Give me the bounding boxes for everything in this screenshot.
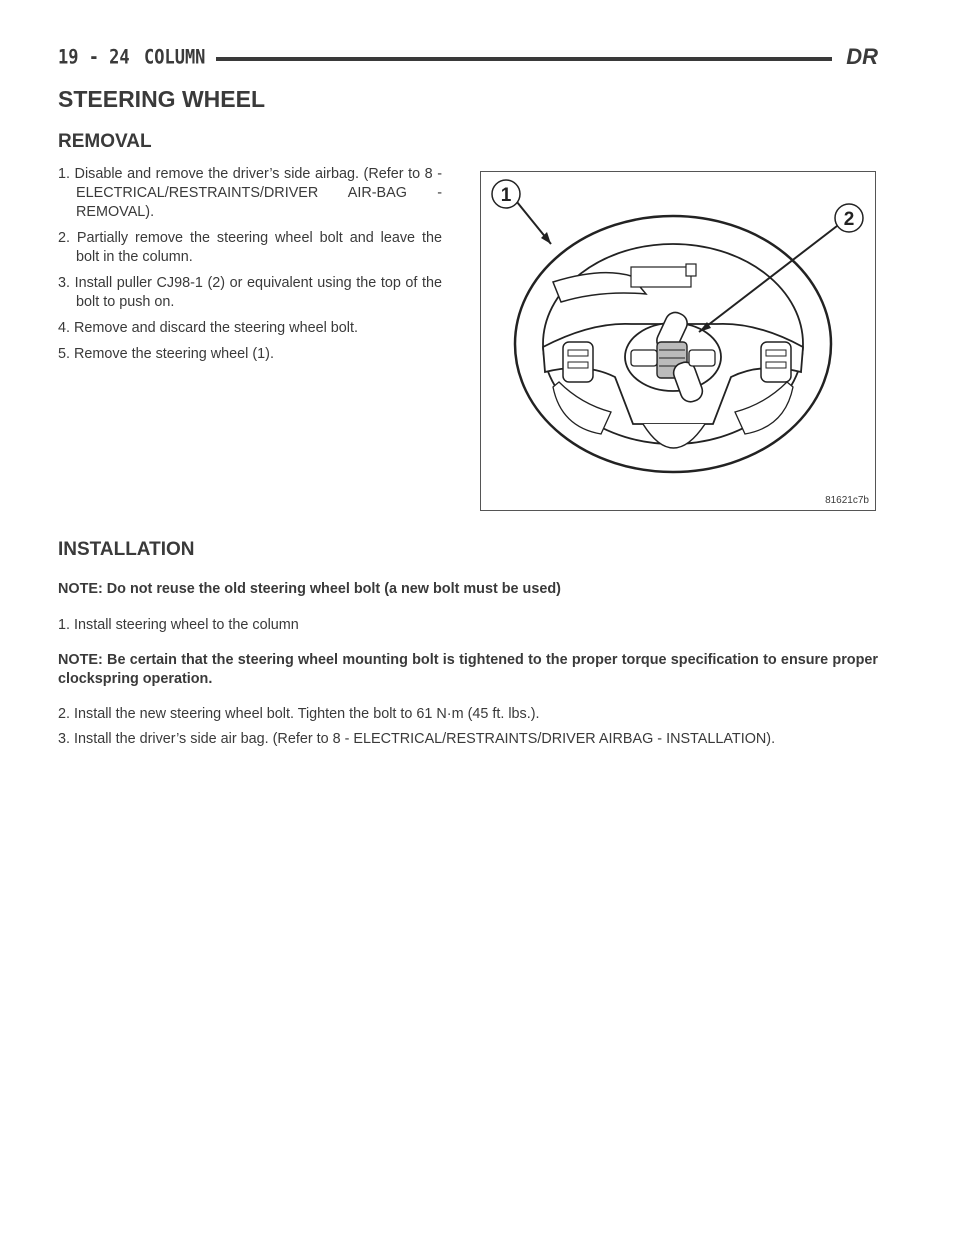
steering-wheel-illustration	[481, 172, 875, 510]
installation-note-torque: NOTE: Be certain that the steering wheel mounting bolt is tightened to the proper torque specification to ensure proper clockspring operation.	[58, 652, 878, 687]
model-code: DR	[846, 44, 878, 69]
removal-step: 3. Install puller CJ98-1 (2) or equivalent using the top of the bolt to push on.	[58, 275, 442, 310]
header-rule	[216, 57, 832, 61]
page-header	[58, 46, 878, 74]
page-number: 19 - 24	[58, 46, 130, 69]
removal-step: 4. Remove and discard the steering wheel bolt.	[58, 320, 358, 336]
removal-step: 5. Remove the steering wheel (1).	[58, 346, 274, 362]
installation-step-2: 2. Install the new steering wheel bolt. Tighten the bolt to 61 N·m (45 ft. lbs.).	[58, 706, 540, 722]
figure-code: 81621c7b	[825, 495, 869, 506]
section-name: COLUMN	[144, 46, 206, 69]
callout-1-label: 1	[500, 185, 512, 206]
removal-step: 1. Disable and remove the driver’s side airbag. (Refer to 8 - ELECTRICAL/RESTRAINTS/DRIVER AIR-BAG - REMOVAL).	[58, 166, 442, 220]
removal-steps	[58, 165, 442, 371]
installation-step-1: 1. Install steering wheel to the column	[58, 617, 299, 633]
installation-heading: INSTALLATION	[58, 539, 195, 560]
page-title: STEERING WHEEL	[58, 86, 266, 112]
removal-step: 2. Partially remove the steering wheel bolt and leave the bolt in the column.	[58, 230, 442, 265]
steering-wheel-figure	[480, 171, 876, 511]
installation-note-bolt: NOTE: Do not reuse the old steering wheel bolt (a new bolt must be used)	[58, 581, 561, 597]
callout-2-label: 2	[843, 209, 855, 230]
removal-heading: REMOVAL	[58, 131, 152, 152]
installation-step-3: 3. Install the driver’s side air bag. (Refer to 8 - ELECTRICAL/RESTRAINTS/DRIVER AIRBAG - INSTALLATION).	[58, 731, 776, 747]
